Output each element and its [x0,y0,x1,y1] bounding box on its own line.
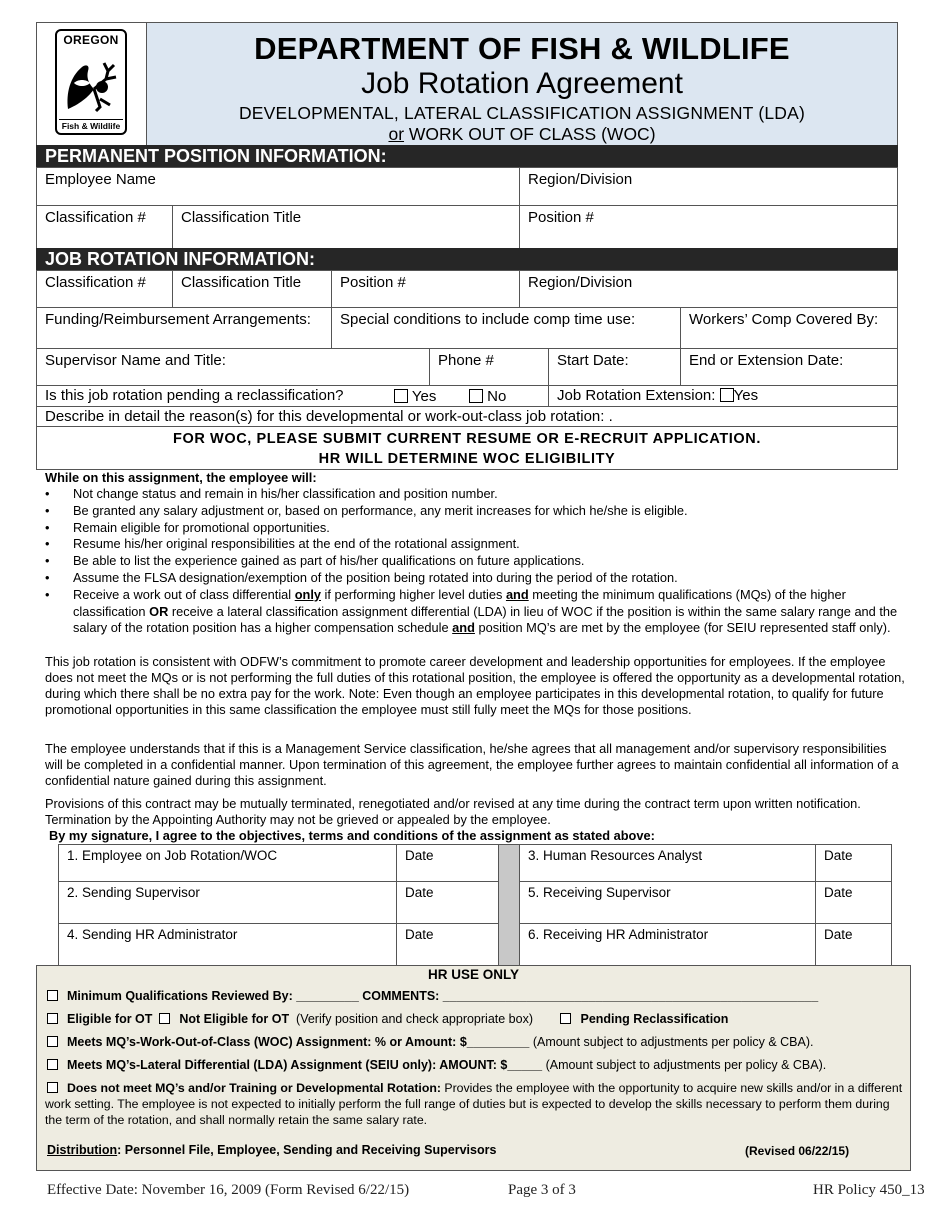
distribution-text: : Personnel File, Employee, Sending and Receiving Supervisors [117,1143,497,1157]
reclassification-row [36,385,549,407]
sig-receiving-supervisor-date[interactable] [815,881,892,924]
sig-label: 3. Human Resources Analyst [528,848,703,863]
workers-comp-field[interactable] [680,307,898,349]
end-date-field[interactable] [680,348,898,386]
logo-agency-text: Fish & Wildlife [59,119,123,131]
date-label: Date [824,885,853,900]
developmental-label: Does not meet MQ’s and/or Training or Developmental Rotation: [67,1081,441,1095]
verify-note: (Verify position and check appropriate box) [296,1012,533,1026]
start-date-label: Start Date: [557,352,629,369]
footer-page-number: Page 3 of 3 [508,1182,576,1198]
hr-use-section [36,965,911,1171]
signature-divider [498,844,520,966]
woc-meets-checkbox[interactable] [47,1036,58,1047]
list-item: • Be granted any salary adjustment or, based on performance, any merit increases for which he/she is eligible. [45,503,900,520]
paragraph-confidentiality: The employee understands that if this is a Management Service classification, he/she agrees that all management and/or supervisory responsibilities will be completed in a confidential manner. Upon termination of this agreement, the employee further agrees to maintain confidential all information of a confidential nature gained during this assignment. [45,741,899,788]
sig-sending-hr-field[interactable] [58,923,397,966]
classification-num-label: Classification # [45,209,146,226]
supervisor-label: Supervisor Name and Title: [45,352,226,369]
extension-yes-label: Yes [733,387,759,404]
form-header [36,22,898,146]
extension-yes-checkbox[interactable] [720,388,734,402]
ot-row [47,1012,728,1026]
supervisor-field[interactable] [36,348,430,386]
list-item [45,587,900,637]
sig-label: 2. Sending Supervisor [67,885,200,900]
job-rotation-heading: JOB ROTATION INFORMATION: [36,248,898,270]
text: receive a lateral classification assignment differential (LDA) in lieu of WOC if the position is within the same salary range and the salary of the rotation position has a higher compensation schedule [73,603,898,636]
rot-region-division-field[interactable] [519,270,898,308]
perm-position-num-field[interactable] [519,205,898,249]
or-word: or [388,124,405,144]
lda-meets-checkbox[interactable] [47,1059,58,1070]
describe-reason-label: Describe in detail the reason(s) for this developmental or work-out-class job rotation: . [45,408,613,425]
describe-reason-field[interactable] [36,406,898,427]
sig-label: 1. Employee on Job Rotation/WOC [67,848,278,863]
classification-num-label: Classification # [45,274,146,291]
woc-meets-label: Meets MQ’s-Work-Out-of-Class (WOC) Assignment: % or Amount: $_________ [67,1035,530,1049]
terms-list [45,486,900,637]
emphasis: and [452,620,475,636]
phone-label: Phone # [438,352,494,369]
woc-notice-line1: FOR WOC, PLEASE SUBMIT CURRENT RESUME OR E-RECRUIT APPLICATION. [173,431,761,447]
sig-receiving-supervisor-field[interactable] [519,881,816,924]
sig-hr-analyst-date[interactable] [815,844,892,882]
pending-reclass-label: Pending Reclassification [580,1012,729,1026]
sig-receiving-hr-field[interactable] [519,923,816,966]
mq-reviewed-label: Minimum Qualifications Reviewed By: _________ COMMENTS: ______________________________________________________ [67,989,819,1003]
sig-sending-supervisor-date[interactable] [396,881,499,924]
reclassification-question: Is this job rotation pending a reclassification? [45,387,344,404]
text: position MQ’s are met by the employee (for SEIU represented staff only). [474,620,891,636]
distribution-row [47,1143,496,1157]
eligible-ot-label: Eligible for OT [67,1012,153,1026]
list-item: • Be able to list the experience gained as part of his/her qualifications on future applications. [45,553,900,570]
permanent-position-heading: PERMANENT POSITION INFORMATION: [36,145,898,167]
phone-field[interactable] [429,348,549,386]
form-title: Job Rotation Agreement [361,67,683,100]
mq-reviewed-checkbox[interactable] [47,990,58,1001]
position-num-label: Position # [528,209,594,226]
funding-label: Funding/Reimbursement Arrangements: [45,311,311,328]
lda-meets-row [47,1058,826,1072]
sig-sending-supervisor-field[interactable] [58,881,397,924]
date-label: Date [824,848,853,863]
not-eligible-ot-checkbox[interactable] [159,1013,170,1024]
logo-container [37,23,147,145]
perm-classification-title-field[interactable] [172,205,520,249]
extension-row [548,385,898,407]
sig-hr-analyst-field[interactable] [519,844,816,882]
date-label: Date [824,927,853,942]
list-item: • Not change status and remain in his/her classification and position number. [45,486,900,503]
list-item: • Assume the FLSA designation/exemption of the position being rotated into during the period of the rotation. [45,570,900,587]
hr-use-title: HR USE ONLY [427,967,520,982]
woc-meets-note: (Amount subject to adjustments per policy & CBA). [529,1035,814,1049]
reclass-no-label: No [487,388,507,405]
sig-employee-field[interactable] [58,844,397,882]
odfw-logo [55,29,127,135]
form-subtitle-lda: DEVELOPMENTAL, LATERAL CLASSIFICATION ASSIGNMENT (LDA) [238,103,806,123]
date-label: Date [405,927,434,942]
footer-policy: HR Policy 450_13 [813,1182,925,1198]
not-eligible-ot-label: Not Eligible for OT [179,1012,290,1026]
employee-name-label: Employee Name [45,171,156,188]
mq-reviewed-row [47,989,818,1003]
reclass-no-checkbox[interactable] [469,389,483,403]
sig-label: 6. Receiving HR Administrator [528,927,709,942]
woc-notice-line2: HR WILL DETERMINE WOC ELIGIBILITY [318,451,616,467]
emphasis: and [505,586,529,602]
department-title: DEPARTMENT OF FISH & WILDLIFE [254,31,790,66]
region-division-label: Region/Division [528,171,633,188]
classification-title-label: Classification Title [181,274,302,291]
reclass-yes-label: Yes [411,388,437,405]
list-item: • Remain eligible for promotional opportunities. [45,520,900,537]
funding-field[interactable] [36,307,332,349]
region-division-label: Region/Division [528,274,633,291]
lda-meets-label: Meets MQ’s-Lateral Differential (LDA) Assignment (SEIU only): AMOUNT: $_____ [67,1058,543,1072]
woc-meets-row [47,1035,814,1049]
sig-label: 5. Receiving Supervisor [528,885,671,900]
distribution-label: Distribution [47,1143,118,1157]
classification-title-label: Classification Title [181,209,302,226]
sig-employee-date[interactable] [396,844,499,882]
text: Receive a work out of class differential [73,586,295,602]
rot-classification-num-field[interactable] [36,270,173,308]
woc-notice [36,426,898,470]
rot-position-num-field[interactable] [331,270,520,308]
list-item: • Resume his/her original responsibilities at the end of the rotational assignment. [45,536,900,553]
pending-reclass-checkbox[interactable] [560,1013,571,1024]
perm-region-division-field[interactable] [519,167,898,206]
developmental-checkbox[interactable] [47,1082,58,1093]
employee-name-field[interactable] [36,167,520,206]
text: meeting the minimum qualifications (MQs) of the higher classification [73,586,846,619]
form-subtitle-woc [147,124,897,145]
lda-meets-note: (Amount subject to adjustments per policy & CBA). [542,1058,827,1072]
reclass-yes-checkbox[interactable] [394,389,408,403]
signature-heading: By my signature, I agree to the objectives, terms and conditions of the assignment as stated above: [49,828,655,843]
fish-deer-icon [60,49,122,117]
sig-label: 4. Sending HR Administrator [67,927,238,942]
extension-label: Job Rotation Extension: [557,387,716,404]
perm-classification-num-field[interactable] [36,205,173,249]
logo-state-text: OREGON [63,33,119,47]
date-label: Date [405,848,434,863]
paragraph-commitment: This job rotation is consistent with ODFW’s commitment to promote career development and leadership opportunities for employees. If the employee does not meet the MQs or is not performing the full duties of this rotational position, the employee is offered the opportunity as a developmental rotation, during which there shall be no extra pay for the work. Note: Even though an employee participates in this developmental rotation, to qualify for future promotional opportunities in this same classification the employee must still fully meet the MQs for those positions. [45,654,905,717]
revised-date: (Revised 06/22/15) [745,1144,850,1158]
special-conditions-field[interactable] [331,307,681,349]
emphasis: only [294,586,321,602]
text: if performing higher level duties [321,586,506,602]
developmental-text: Provides the employee with the opportunity to acquire new skills and/or in a different work setting. The employee is not expected to initially perform the full range of duties but is expected to develop the skills necessary to perform them during the term of the rotation, and shall normally retain the same salary rate. [45,1081,903,1127]
date-label: Date [405,885,434,900]
emphasis: OR [149,603,169,619]
eligible-ot-checkbox[interactable] [47,1013,58,1024]
woc-text: WORK OUT OF CLASS (WOC) [404,124,656,144]
position-num-label: Position # [340,274,406,291]
terms-heading: While on this assignment, the employee will: [45,470,317,485]
rot-classification-title-field[interactable] [172,270,332,308]
paragraph-provisions: Provisions of this contract may be mutually terminated, renegotiated and/or revised at any time during the contract term upon written notification. Termination by the Appointing Authority may not be grieved or appealed by the employee. [45,796,861,827]
footer-effective-date: Effective Date: November 16, 2009 (Form Revised 6/22/15) [47,1182,410,1198]
developmental-row [45,1080,905,1128]
sig-receiving-hr-date[interactable] [815,923,892,966]
special-conditions-label: Special conditions to include comp time use: [340,311,636,328]
sig-sending-hr-date[interactable] [396,923,499,966]
end-date-label: End or Extension Date: [689,352,844,369]
workers-comp-label: Workers’ Comp Covered By: [689,311,879,328]
start-date-field[interactable] [548,348,681,386]
